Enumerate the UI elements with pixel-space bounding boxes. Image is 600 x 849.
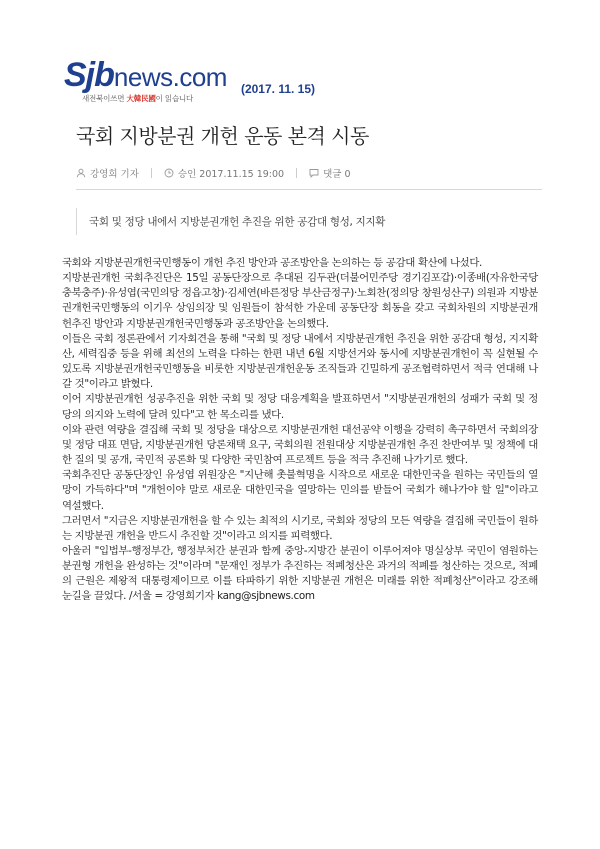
comments-link[interactable]: [309, 166, 350, 180]
tagline-post: 이 읽습니다: [155, 94, 194, 103]
user-icon: [76, 168, 86, 178]
site-logo[interactable]: [64, 58, 227, 104]
body-paragraph: 그러면서 "지금은 지방분권개헌을 할 수 있는 최적의 시기로, 국회와 정당의 모든 역량을 결집해 국민들이 원하는 지방분권 개헌을 반드시 추진할 것"이라고 의지를 피력했다.: [62, 514, 538, 542]
comment-count: 댓글 0: [323, 169, 351, 180]
reporter-info: [76, 166, 139, 180]
meta-divider-line: [76, 189, 542, 190]
body-paragraph: 이와 관련 역량을 결집해 국회 및 정당을 대상으로 지방분권개헌 대선공약 이행을 강력히 촉구하면서 국회의장 및 정당 대표 면담, 지방분권개헌 당론채택 요구, 국회의원 전원대상 지방분권개헌 추진 찬반여부 및 정책에 대한 질의 및 공개, 국민적 공론화 및 다양한 국민참여 프로젝트 등을 적극 추진해 나가기로 했다.: [62, 423, 538, 467]
logo-news-text: news.com: [113, 62, 227, 92]
approval-info: [164, 166, 284, 180]
reporter-name: 강영희 기자: [90, 169, 139, 180]
body-paragraph: 국회추진단 공동단장인 유성엽 위원장은 "지난해 촛불혁명을 시작으로 새로운 대한민국을 원하는 국민들의 열망이 가득하다"며 "개헌이야 말로 새로운 대한민국을 열망하는 민의를 받들어 국회가 해나가야 할 일"이라고 역설했다.: [62, 469, 538, 512]
meta-divider: [296, 168, 297, 178]
logo-sjb-text: Sjb: [64, 56, 114, 94]
article-title: 국회 지방분권 개헌 운동 본격 시동: [76, 124, 369, 148]
article-body: [62, 256, 538, 605]
body-paragraph: 이어 지방분권개헌 성공추진을 위한 국회 및 정당 대응계획을 발표하면서 "지방분권개헌의 성패가 국회 및 정당의 의지와 노력에 달려 있다"고 한 목소리를 냈다.: [62, 393, 538, 421]
comment-icon: [309, 168, 319, 178]
approval-datetime: 승인 2017.11.15 19:00: [177, 169, 285, 180]
meta-divider: [151, 168, 152, 178]
tagline-pre: 새전북이쓰면: [82, 94, 127, 103]
body-paragraph: 국회와 지방분권개헌국민행동이 개헌 추진 방안과 공조방안을 논의하는 등 공감대 확산에 나섰다.: [62, 257, 482, 269]
publication-date: (2017. 11. 15): [240, 82, 316, 96]
masthead: [64, 58, 315, 102]
body-paragraph: 지방분권개헌 국회추진단은 15일 공동단장으로 추대된 김두관(더불어민주당 경기김포갑)·이종배(자유한국당 충북충주)·유성엽(국민의당 정읍고창)·김세연(바른정당 부산금정구)·노회찬(정의당 창원성산구) 의원과 지방분권개헌국민행동의 이기우 상임의장 및 임원들이 참석한 가운데 공동단장 회동을 갖고 국회차원의 지방분권개헌추진 방안과 지방분권개헌국민행동과 공조방안을 논의했다.: [62, 272, 538, 330]
body-paragraph: 아울러 "입법부-행정부간, 행정부처간 분권과 함께 중앙-지방간 분권이 이루어져야 명실상부 국민이 염원하는 분권형 개헌을 완성하는 것"이라며 "문재인 정부가 추진하는 적폐청산은 과거의 적폐를 청산하는 것으로, 적폐의 근원은 제왕적 대통령제이므로 이를 타파하기 위한 지방분권 개헌은 미래를 위한 적폐청산"이라고 강조해 눈길을 끌었다. /서울 = 강영희기자 kang@sjbnews.com: [62, 544, 538, 603]
tagline-highlight: 大韓民國: [126, 94, 156, 103]
clock-icon: [164, 168, 174, 178]
article-subheading: 국회 및 정당 내에서 지방분권개헌 추진을 위한 공감대 형성, 지지확: [76, 208, 542, 235]
logo-tagline: [82, 93, 227, 104]
article-meta: [76, 166, 544, 180]
body-paragraph: 이들은 국회 정론관에서 기자회견을 통해 "국회 및 정당 내에서 지방분권개헌 추진을 위한 공감대 형성, 지지확산, 세력집중 등을 위해 최선의 노력을 다하는 한편 내년 6월 지방선거와 동시에 지방분권개헌이 꼭 실현될 수 있도록 지방분권개헌국민행동을 비롯한 지방분권개헌운동 조직들과 긴밀하게 공조협력하면서 적극 연대해 나갈 것"이라고 밝혔다.: [62, 332, 538, 391]
